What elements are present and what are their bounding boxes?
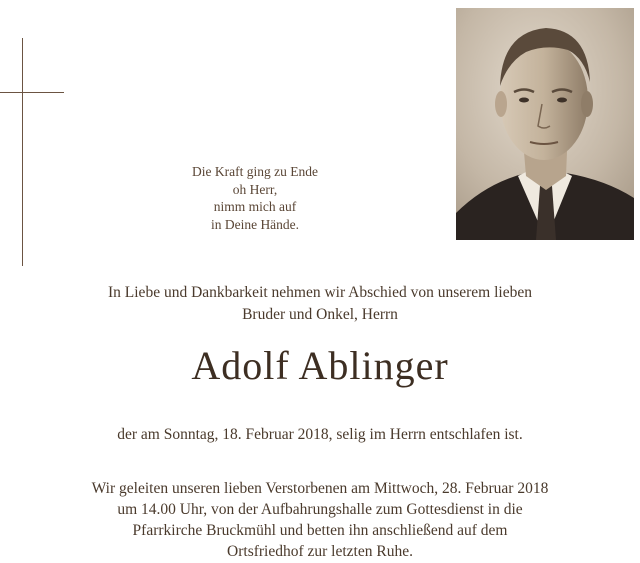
cross-icon-bar: [0, 92, 64, 93]
funeral-line: Wir geleiten unseren lieben Verstorbenen am Mittwoch, 28. Februar 2018: [91, 480, 549, 497]
funeral-line: um 14.00 Uhr, von der Aufbahrungshalle zum Gottesdienst in die: [117, 501, 523, 518]
verse-line: in Deine Hände.: [210, 216, 300, 232]
verse-line: oh Herr,: [232, 181, 278, 197]
funeral-line: Ortsfriedhof zur letzten Ruhe.: [227, 543, 413, 560]
intro-text: [40, 282, 600, 326]
verse-line: Die Kraft ging zu Ende: [192, 164, 318, 179]
intro-line: Bruder und Onkel, Herrn: [242, 306, 398, 323]
funeral-line: Pfarrkirche Bruckmühl und betten ihn anschließend auf dem: [132, 522, 508, 539]
death-notice: der am Sonntag, 18. Februar 2018, selig im Herrn entschlafen ist.: [117, 426, 523, 443]
portrait-photo: [456, 8, 634, 240]
verse-line: nimm mich auf: [213, 199, 297, 214]
intro-line: In Liebe und Dankbarkeit nehmen wir Abschied von unserem lieben: [108, 284, 532, 301]
memorial-verse: [150, 163, 360, 233]
portrait-image: [456, 8, 634, 240]
deceased-name: Adolf Ablinger: [191, 343, 449, 388]
funeral-details: [30, 478, 610, 562]
cross-icon: [22, 38, 23, 266]
